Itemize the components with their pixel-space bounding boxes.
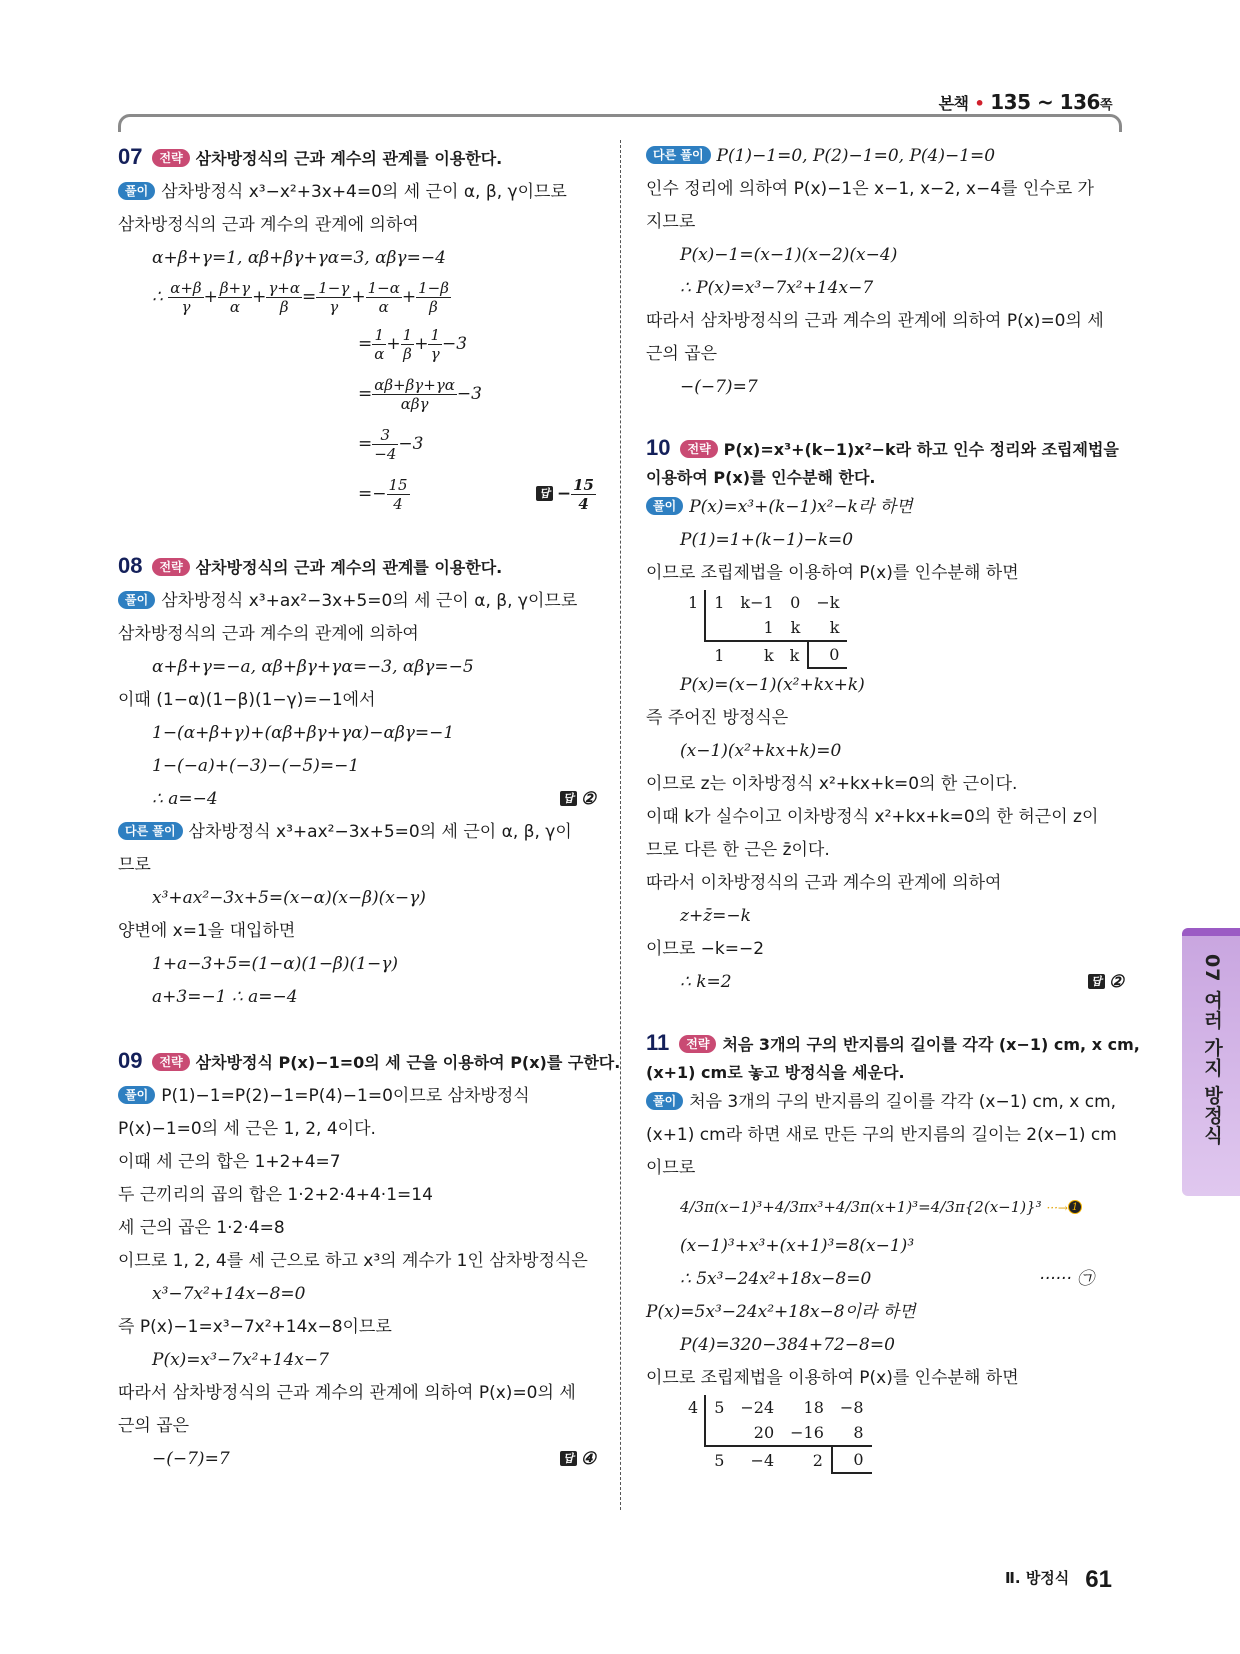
cell: −8: [839, 1398, 864, 1417]
solution-line: 즉 P(x)−1=x³−7x²+14x−8이므로: [118, 1317, 392, 1337]
answer: 답 − $\frac{15}{4}$: [536, 469, 596, 519]
alt-solution-line: ∴ P(x)=x³−7x²+14x−7: [680, 278, 874, 298]
page-number: 61: [1085, 1566, 1112, 1593]
solution-line-fraction: = $\frac{1}{\alpha}$ + $\frac{1}{\beta}$ + $\frac{1}{\gamma}$ −3: [358, 326, 468, 363]
answer-icon: 답: [560, 1451, 577, 1466]
alt-solution-line: 인수 정리에 의하여 P(x)−1은 x−1, x−2, x−4를 인수로 가: [646, 179, 1094, 199]
problem-number: 07: [118, 144, 143, 169]
cell: k: [763, 645, 774, 665]
strategy-text: 이용하여 P(x)를 인수분해 한다.: [646, 468, 876, 487]
solution-line: 처음 3개의 구의 반지름의 길이를 각각 (x−1) cm, x cm,: [689, 1092, 1117, 1112]
cell: −16: [782, 1420, 832, 1446]
answer-value: ②: [1108, 972, 1124, 992]
problem-09-alt-solution: [646, 140, 1124, 404]
alt-solution-line: 양변에 x=1을 대입하면: [118, 921, 296, 941]
cell: 5: [714, 1398, 725, 1417]
strategy-badge: 전략: [152, 149, 189, 167]
strategy-text: 삼차방정식 P(x)−1=0의 세 근을 이용하여 P(x)를 구한다.: [195, 1053, 621, 1072]
solution-line: 이므로 1, 2, 4를 세 근으로 하고 x³의 계수가 1인 삼차방정식은: [118, 1251, 588, 1271]
answer: [1088, 966, 1124, 999]
solution-line: P(1)=1+(k−1)−k=0: [680, 530, 854, 550]
solution-line: 이므로 −k=−2: [646, 939, 765, 959]
cell: 0: [790, 593, 801, 612]
solution-line: P(x)=x³+(k−1)x²−k라 하면: [689, 497, 913, 517]
cell: 5: [714, 1450, 725, 1470]
solution-line: 세 근의 곱은 1·2·4=8: [118, 1218, 285, 1238]
answer: [560, 1443, 596, 1476]
cell: 18: [803, 1398, 824, 1417]
solution-line-fraction: =− $\frac{15}{4}$ 답 − $\frac{15}{4}$: [118, 469, 596, 519]
solution-line: 즉 주어진 방정식은: [646, 708, 789, 728]
remainder-cell: 0: [832, 1446, 872, 1473]
page-range: 135 ~ 136: [990, 90, 1100, 114]
problem-09: [118, 1044, 621, 1476]
problem-number: 10: [646, 435, 671, 460]
book-page-reference: [939, 90, 1112, 114]
solution-line: 이므로 z는 이차방정식 x²+kx+k=0의 한 근이다.: [646, 774, 1018, 794]
solution-line: 1−(α+β+γ)+(αβ+βγ+γα)−αβγ=−1: [152, 723, 455, 743]
problem-07: [118, 140, 596, 519]
alt-solution-line: 근의 곱은: [646, 344, 718, 364]
solution-line: P(1)−1=P(2)−1=P(4)−1=0이므로 삼차방정식: [161, 1086, 530, 1106]
solution-line: P(x)−1=0의 세 근은 1, 2, 4이다.: [118, 1119, 376, 1139]
solution-badge: 풀이: [118, 1086, 155, 1104]
cell: −24: [740, 1398, 775, 1417]
left-column: [118, 140, 621, 1476]
solution-line: (x−1)(x²+kx+k)=0: [680, 741, 842, 761]
chapter-side-tab: [1182, 928, 1240, 1196]
solution-line: α+β+γ=1, αβ+βγ+γα=3, αβγ=−4: [152, 248, 446, 268]
cell: −4: [750, 1450, 775, 1470]
alt-solution-line: P(x)−1=(x−1)(x−2)(x−4): [680, 245, 898, 265]
cell: k−1: [740, 593, 774, 612]
book-label: 본책: [938, 94, 969, 113]
answer-icon: 답: [1088, 974, 1105, 989]
alt-solution-line: P(1)−1=0, P(2)−1=0, P(4)−1=0: [716, 146, 996, 166]
cell: 8: [832, 1420, 872, 1446]
alt-solution-line: 1+a−3+5=(1−α)(1−β)(1−γ): [152, 954, 399, 974]
solution-line: 삼차방정식 x³+ax²−3x+5=0의 세 근이 α, β, γ이므로: [161, 591, 578, 611]
alt-solution-line: a+3=−1 ∴ a=−4: [152, 987, 298, 1007]
chapter-label: 07 여러 가지 방정식: [1201, 954, 1223, 1146]
solution-badge: 풀이: [118, 591, 155, 609]
solution-line: 4/3π(x−1)³+4/3πx³+4/3π(x+1)³=4/3π{2(x−1)}³: [680, 1198, 1042, 1216]
alt-solution-badge: 다른 풀이: [118, 822, 183, 840]
cell: k: [782, 615, 809, 641]
header-rule: [118, 114, 1122, 132]
solution-line: 이때 (1−α)(1−β)(1−γ)=−1에서: [118, 690, 376, 710]
solution-line: 두 근끼리의 곱의 합은 1·2+2·4+4·1=14: [118, 1185, 433, 1205]
cell: k: [808, 615, 847, 641]
solution-line: 이므로 조립제법을 이용하여 P(x)를 인수분해 하면: [646, 1368, 1019, 1388]
alt-solution-line: 므로: [118, 855, 151, 875]
problem-number: 11: [646, 1030, 670, 1055]
step-marker-icon: 1: [1068, 1200, 1082, 1214]
solution-badge: 풀이: [118, 182, 155, 200]
solution-line: 이때 k가 실수이고 이차방정식 x²+kx+k=0의 한 허근이 z이: [646, 807, 1099, 827]
synthetic-division-table: [680, 590, 1124, 669]
equation-label: ㉠: [1077, 1269, 1094, 1289]
solution-line: P(x)=(x−1)(x²+kx+k): [680, 675, 865, 695]
solution-line: 삼차방정식의 근과 계수의 관계에 의하여: [118, 215, 419, 235]
dotted-arrow-icon: ···→: [1046, 1201, 1068, 1215]
divisor: 1: [680, 590, 705, 615]
cell: 2: [812, 1450, 823, 1470]
cell: 1: [714, 593, 725, 612]
solution-line: P(4)=320−384+72−8=0: [680, 1335, 895, 1355]
page-footer: [1005, 1566, 1112, 1594]
solution-line: (x−1)³+x³+(x+1)³=8(x−1)³: [680, 1236, 915, 1256]
answer-value: ②: [580, 789, 596, 809]
answer-value: ④: [580, 1449, 596, 1469]
solution-line: 므로 다른 한 근은 z̄이다.: [646, 840, 830, 860]
strategy-badge: 전략: [679, 1035, 716, 1053]
strategy-badge: 전략: [152, 558, 189, 576]
problem-08: [118, 549, 596, 1014]
answer: [560, 783, 596, 816]
cell: 1: [714, 645, 725, 665]
strategy-badge: 전략: [680, 440, 717, 458]
problem-10: [646, 434, 1124, 999]
solution-line: ∴ a=−4: [152, 789, 218, 809]
solution-line: α+β+γ=−a, αβ+βγ+γα=−3, αβγ=−5: [152, 657, 474, 677]
solution-line: P(x)=5x³−24x²+18x−8이라 하면: [646, 1302, 916, 1322]
alt-solution-line: 지므로: [646, 212, 696, 232]
alt-solution-line: 따라서 삼차방정식의 근과 계수의 관계에 의하여 P(x)=0의 세: [646, 311, 1104, 331]
solution-line: 삼차방정식의 근과 계수의 관계에 의하여: [118, 624, 419, 644]
solution-line: 삼차방정식 x³−x²+3x+4=0의 세 근이 α, β, γ이므로: [161, 182, 567, 202]
solution-line: −(−7)=7: [152, 1449, 230, 1469]
answer-icon: 답: [560, 791, 577, 806]
right-column: [646, 140, 1140, 1474]
cell: [705, 1420, 732, 1446]
solution-line: 1−(−a)+(−3)−(−5)=−1: [152, 756, 360, 776]
solution-line-fraction: = $\frac{3}{-4}$ −3: [358, 426, 424, 463]
strategy-badge: 전략: [152, 1053, 189, 1071]
synthetic-division-table: [680, 1395, 1124, 1474]
cell: [705, 615, 732, 641]
solution-line: ∴ k=2: [680, 972, 732, 992]
strategy-text: P(x)=x³+(k−1)x²−k라 하고 인수 정리와 조립제법을: [723, 440, 1119, 459]
problem-number: 09: [118, 1048, 143, 1073]
strategy-text: (x+1) cm로 놓고 방정식을 세운다.: [646, 1063, 905, 1082]
solution-line: z+z̄=−k: [680, 906, 751, 926]
strategy-text: 삼차방정식의 근과 계수의 관계를 이용한다.: [195, 149, 503, 168]
alt-solution-line: −(−7)=7: [680, 377, 758, 397]
alt-solution-badge: 다른 풀이: [646, 146, 711, 164]
cell: 20: [732, 1420, 782, 1446]
bullet-dot-icon: •: [974, 94, 985, 113]
solution-line: (x+1) cm라 하면 새로 만든 구의 반지름의 길이는 2(x−1) cm: [646, 1125, 1117, 1145]
problem-number: 08: [118, 553, 143, 578]
solution-line: 이므로: [646, 1158, 696, 1178]
solution-badge: 풀이: [646, 1092, 683, 1110]
section-title: Ⅱ. 방정식: [1005, 1569, 1070, 1587]
solution-badge: 풀이: [646, 497, 683, 515]
cell: 1: [732, 615, 781, 641]
strategy-text: 처음 3개의 구의 반지름의 길이를 각각 (x−1) cm, x cm,: [722, 1035, 1140, 1054]
solution-line: x³−7x²+14x−8=0: [152, 1284, 306, 1304]
solution-line: 근의 곱은: [118, 1416, 190, 1436]
divisor: 4: [680, 1395, 705, 1420]
problem-11: 11 전략 처음 3개의 구의 반지름의 길이를 각각 (x−1) cm, x cm, (x+1) cm로 놓고 방정식을 세운다. 풀이 처음 3개의 구의 반지름의 길이를 각각 (x−1) cm, x cm, (x+1) cm라 하면 새로 만든 구의 반지름의 길이는 2(x−1) cm 이므로 4/3π(x−1)³+4/3πx³+4/3π(x+1)³=4/3π{2(x−1)}³ ···→ 1 (x−1)³+x³+(x+1)³=8(x−1)³ ∴ 5x³−24x²+18x−8=0 ······ ㉠ P(x)=5x³−24x²+18x−8이라 하면 P(4)=320−384+72−8=0 이므로 조립제법을 이용하여 P(x)를 인수분해 하면 4 5 −24 18 −8 20 −16 8 5 −4 2 0: [646, 1029, 1124, 1474]
solution-line: ∴ 5x³−24x²+18x−8=0: [680, 1269, 872, 1289]
page-suffix: 쪽: [1099, 98, 1112, 113]
cell: −k: [816, 593, 840, 612]
solution-line: 이때 세 근의 합은 1+2+4=7: [118, 1152, 341, 1172]
solution-line-fraction: = $\frac{\alpha\beta+\beta\gamma+\gamma\alpha}{\text{αβγ}}$ −3: [358, 376, 482, 413]
solution-line: 이므로 조립제법을 이용하여 P(x)를 인수분해 하면: [646, 563, 1019, 583]
remainder-cell: 0: [808, 641, 847, 668]
solution-line: P(x)=x³−7x²+14x−7: [152, 1350, 329, 1370]
answer-icon: 답: [536, 486, 553, 501]
alt-solution-line: 삼차방정식 x³+ax²−3x+5=0의 세 근이 α, β, γ이: [188, 822, 572, 842]
solution-line: 따라서 이차방정식의 근과 계수의 관계에 의하여: [646, 873, 1002, 893]
alt-solution-line: x³+ax²−3x+5=(x−α)(x−β)(x−γ): [152, 888, 426, 908]
solution-line-fraction: ∴ $\frac{\alpha+\beta}{\gamma}$ + $\frac{\beta+\gamma}{\alpha}$ + $\frac{\gamma+\alpha}{\beta}$ = $\frac{1-\gamma}{\gamma}$ + $\frac{1-\alpha}{\alpha}$ + $\frac{1-\beta}{\beta}$: [152, 279, 449, 316]
cell: k: [789, 645, 800, 665]
solution-line: 따라서 삼차방정식의 근과 계수의 관계에 의하여 P(x)=0의 세: [118, 1383, 576, 1403]
column-divider: [620, 140, 621, 1510]
strategy-text: 삼차방정식의 근과 계수의 관계를 이용한다.: [195, 558, 503, 577]
